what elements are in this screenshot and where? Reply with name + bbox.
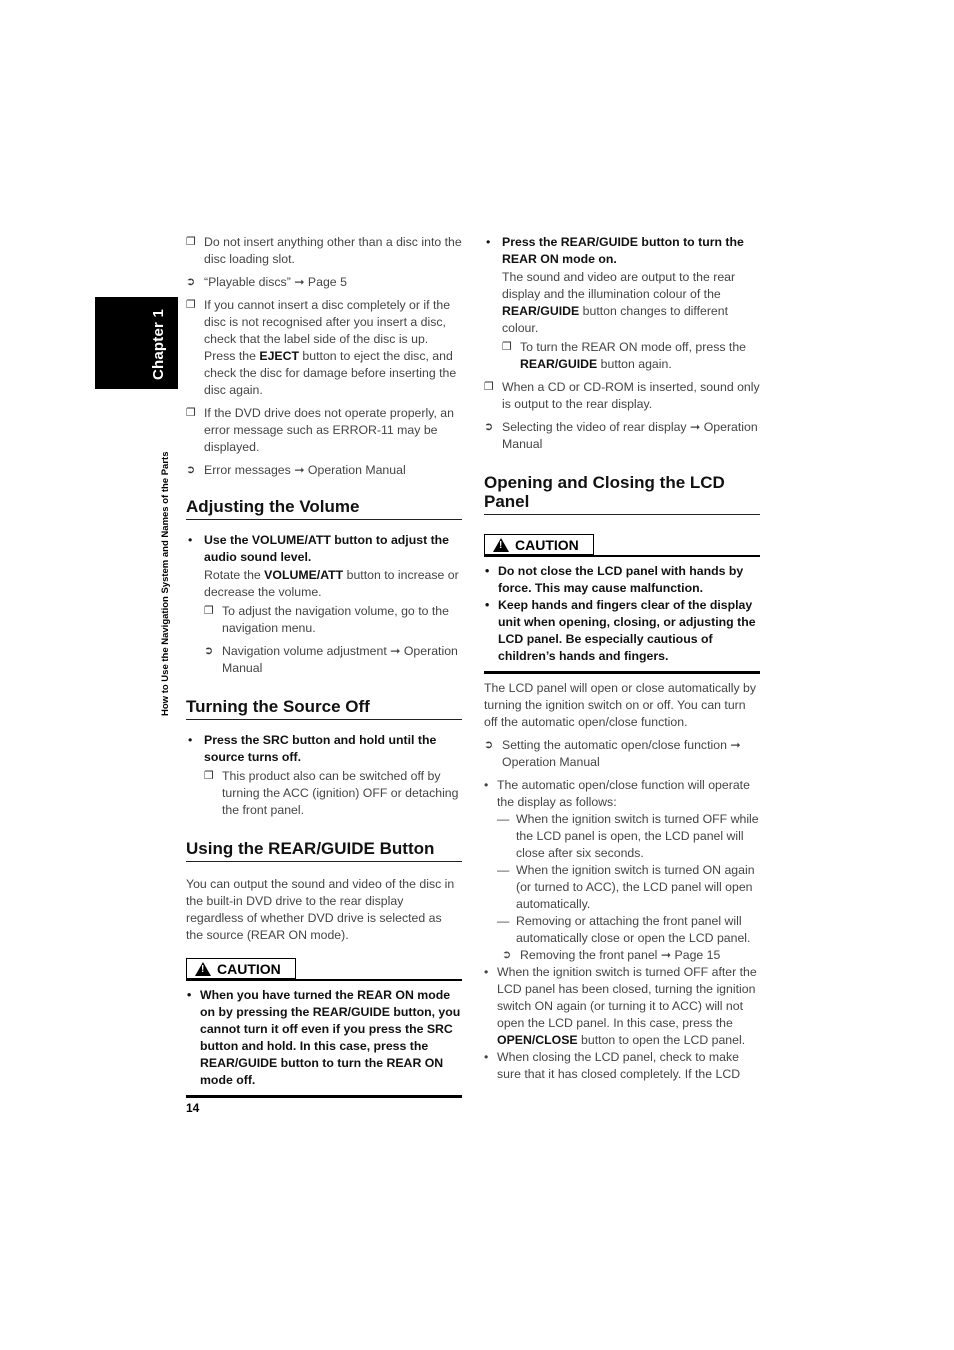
heading-adjusting-volume: Adjusting the Volume [186, 497, 462, 520]
caution-item-hands: • Keep hands and fingers clear of the display unit when opening, closing, or adjusting the LCD panel. Be especially cautious of children’s hands and fingers. [485, 598, 756, 663]
checkbox-icon: ❐ [484, 381, 494, 393]
page-number: 14 [186, 1101, 200, 1115]
note-switch-off: ❐ This product also can be switched off by turning the ACC (ignition) OFF or detaching the front panel. [204, 769, 459, 817]
heading-rear-guide: Using the REAR/GUIDE Button [186, 839, 462, 862]
checkbox-icon: ❐ [502, 341, 512, 353]
ref-playable-discs: ➲ “Playable discs” ➞ Page 5 [186, 275, 347, 289]
reference-arrow-icon: ➲ [502, 949, 512, 961]
caution-box [186, 958, 462, 1098]
caution-label: !CAUTION [186, 958, 296, 979]
dash-item-off: — When the ignition switch is turned OFF while the LCD panel is open, the LCD panel will close after six seconds. [497, 812, 759, 860]
paragraph-lcd-auto: The LCD panel will open or close automatically by turning the ignition switch on or off. You can turn off the automatic open/close function. [484, 681, 757, 729]
checkbox-icon: ❐ [204, 605, 214, 617]
ref-auto-open-close: ➲ Setting the automatic open/close function ➞ Operation Manual [484, 738, 741, 769]
note-cd-rom: ❐ When a CD or CD-ROM is inserted, sound only is output to the rear display. [484, 380, 760, 411]
checkbox-icon: ❐ [204, 770, 214, 782]
note-dvd-error: ❐ If the DVD drive does not operate properly, an error message such as ERROR-11 may be displayed. [186, 406, 454, 454]
bullet-rear-on: • Press the REAR/GUIDE button to turn the REAR ON mode on. The sound and video are output to the rear display and the illumination colour of the REAR/GUIDE button changes to different colour. ❐ To turn the REAR ON mode off, press the REAR/GUIDE button again. [484, 234, 760, 373]
ref-nav-volume: ➲ Navigation volume adjustment ➞ Operation Manual [204, 644, 458, 675]
caution-item-force: • Do not close the LCD panel with hands by force. This may cause malfunction. [485, 564, 744, 595]
ref-remove-front-panel: ➲ Removing the front panel ➞ Page 15 [502, 948, 721, 962]
warning-icon [195, 962, 211, 976]
caution-box-lcd [484, 534, 760, 674]
reference-arrow-icon: ➲ [204, 645, 214, 657]
chapter-label: Chapter 1 [150, 309, 167, 380]
bullet-closing-check: • When closing the LCD panel, check to make sure that it has closed completely. If the LCD [484, 1050, 741, 1081]
warning-icon [493, 538, 509, 552]
checkbox-icon: ❐ [186, 407, 196, 419]
bullet-turn-off: • Press the SRC button and hold until the source turns off. ❐ This product also can be switched off by turning the ACC (ignition) OFF or detaching the front panel. [186, 732, 462, 819]
note-no-insert: ❐ Do not insert anything other than a disc into the disc loading slot. [186, 235, 462, 266]
checkbox-icon: ❐ [186, 236, 196, 248]
right-column [484, 234, 760, 1083]
dash-item-front-panel: — Removing or attaching the front panel will automatically close or open the LCD panel. [497, 914, 751, 945]
note-rear-off: ❐ To turn the REAR ON mode off, press the REAR/GUIDE button again. [502, 340, 747, 371]
bullet-auto-function: • The automatic open/close function will operate the display as follows: [484, 778, 750, 809]
side-section-title: How to Use the Navigation System and Names of the Parts [160, 451, 171, 716]
heading-turning-source-off: Turning the Source Off [186, 697, 462, 720]
reference-arrow-icon: ➲ [484, 739, 494, 751]
reference-arrow-icon: ➲ [484, 421, 494, 433]
bullet-ignition-off: • When the ignition switch is turned OFF after the LCD panel has been closed, turning the ignition switch ON again (or turning it to ACC) will not open the LCD panel. In this case, press the OPEN/CLOSE button to open the LCD panel. [484, 965, 757, 1047]
note-insert-disc: ❐ If you cannot insert a disc completely or if the disc is not recognised after you insert a disc, check that the label side of the disc is up. Press the EJECT button to eject the disc, and check the disc for damage before inserting the disc again. [186, 298, 457, 397]
reference-arrow-icon: ➲ [186, 464, 196, 476]
reference-arrow-icon: ➲ [186, 276, 196, 288]
note-nav-volume: ❐ To adjust the navigation volume, go to the navigation menu. [204, 604, 449, 635]
heading-lcd-panel: Opening and Closing the LCD Panel [484, 473, 760, 515]
dash-item-on: — When the ignition switch is turned ON again (or turned to ACC), the LCD panel will open automatically. [497, 863, 755, 911]
caution-item: • When you have turned the REAR ON mode on by pressing the REAR/GUIDE button, you cannot turn it off even if you press the SRC button and hold. In this case, press the REAR/GUIDE button to turn the REAR ON mode off. [187, 988, 461, 1087]
left-column [186, 234, 462, 1098]
checkbox-icon: ❐ [186, 299, 196, 311]
ref-select-video: ➲ Selecting the video of rear display ➞ Operation Manual [484, 420, 758, 451]
paragraph-rear-on: You can output the sound and video of the disc in the built-in DVD drive to the rear display regardless of whether DVD drive is selected as the source (REAR ON mode). [186, 877, 455, 942]
caution-label: !CAUTION [484, 534, 594, 555]
bullet-adjust-volume: • Use the VOLUME/ATT button to adjust the audio sound level. Rotate the VOLUME/ATT button to increase or decrease the volume. ❐ To adjust the navigation volume, go to the navigation menu. ➲ Navigation volume adjustment ➞ Operation Manual [186, 532, 462, 677]
ref-error-messages: ➲ Error messages ➞ Operation Manual [186, 463, 406, 477]
